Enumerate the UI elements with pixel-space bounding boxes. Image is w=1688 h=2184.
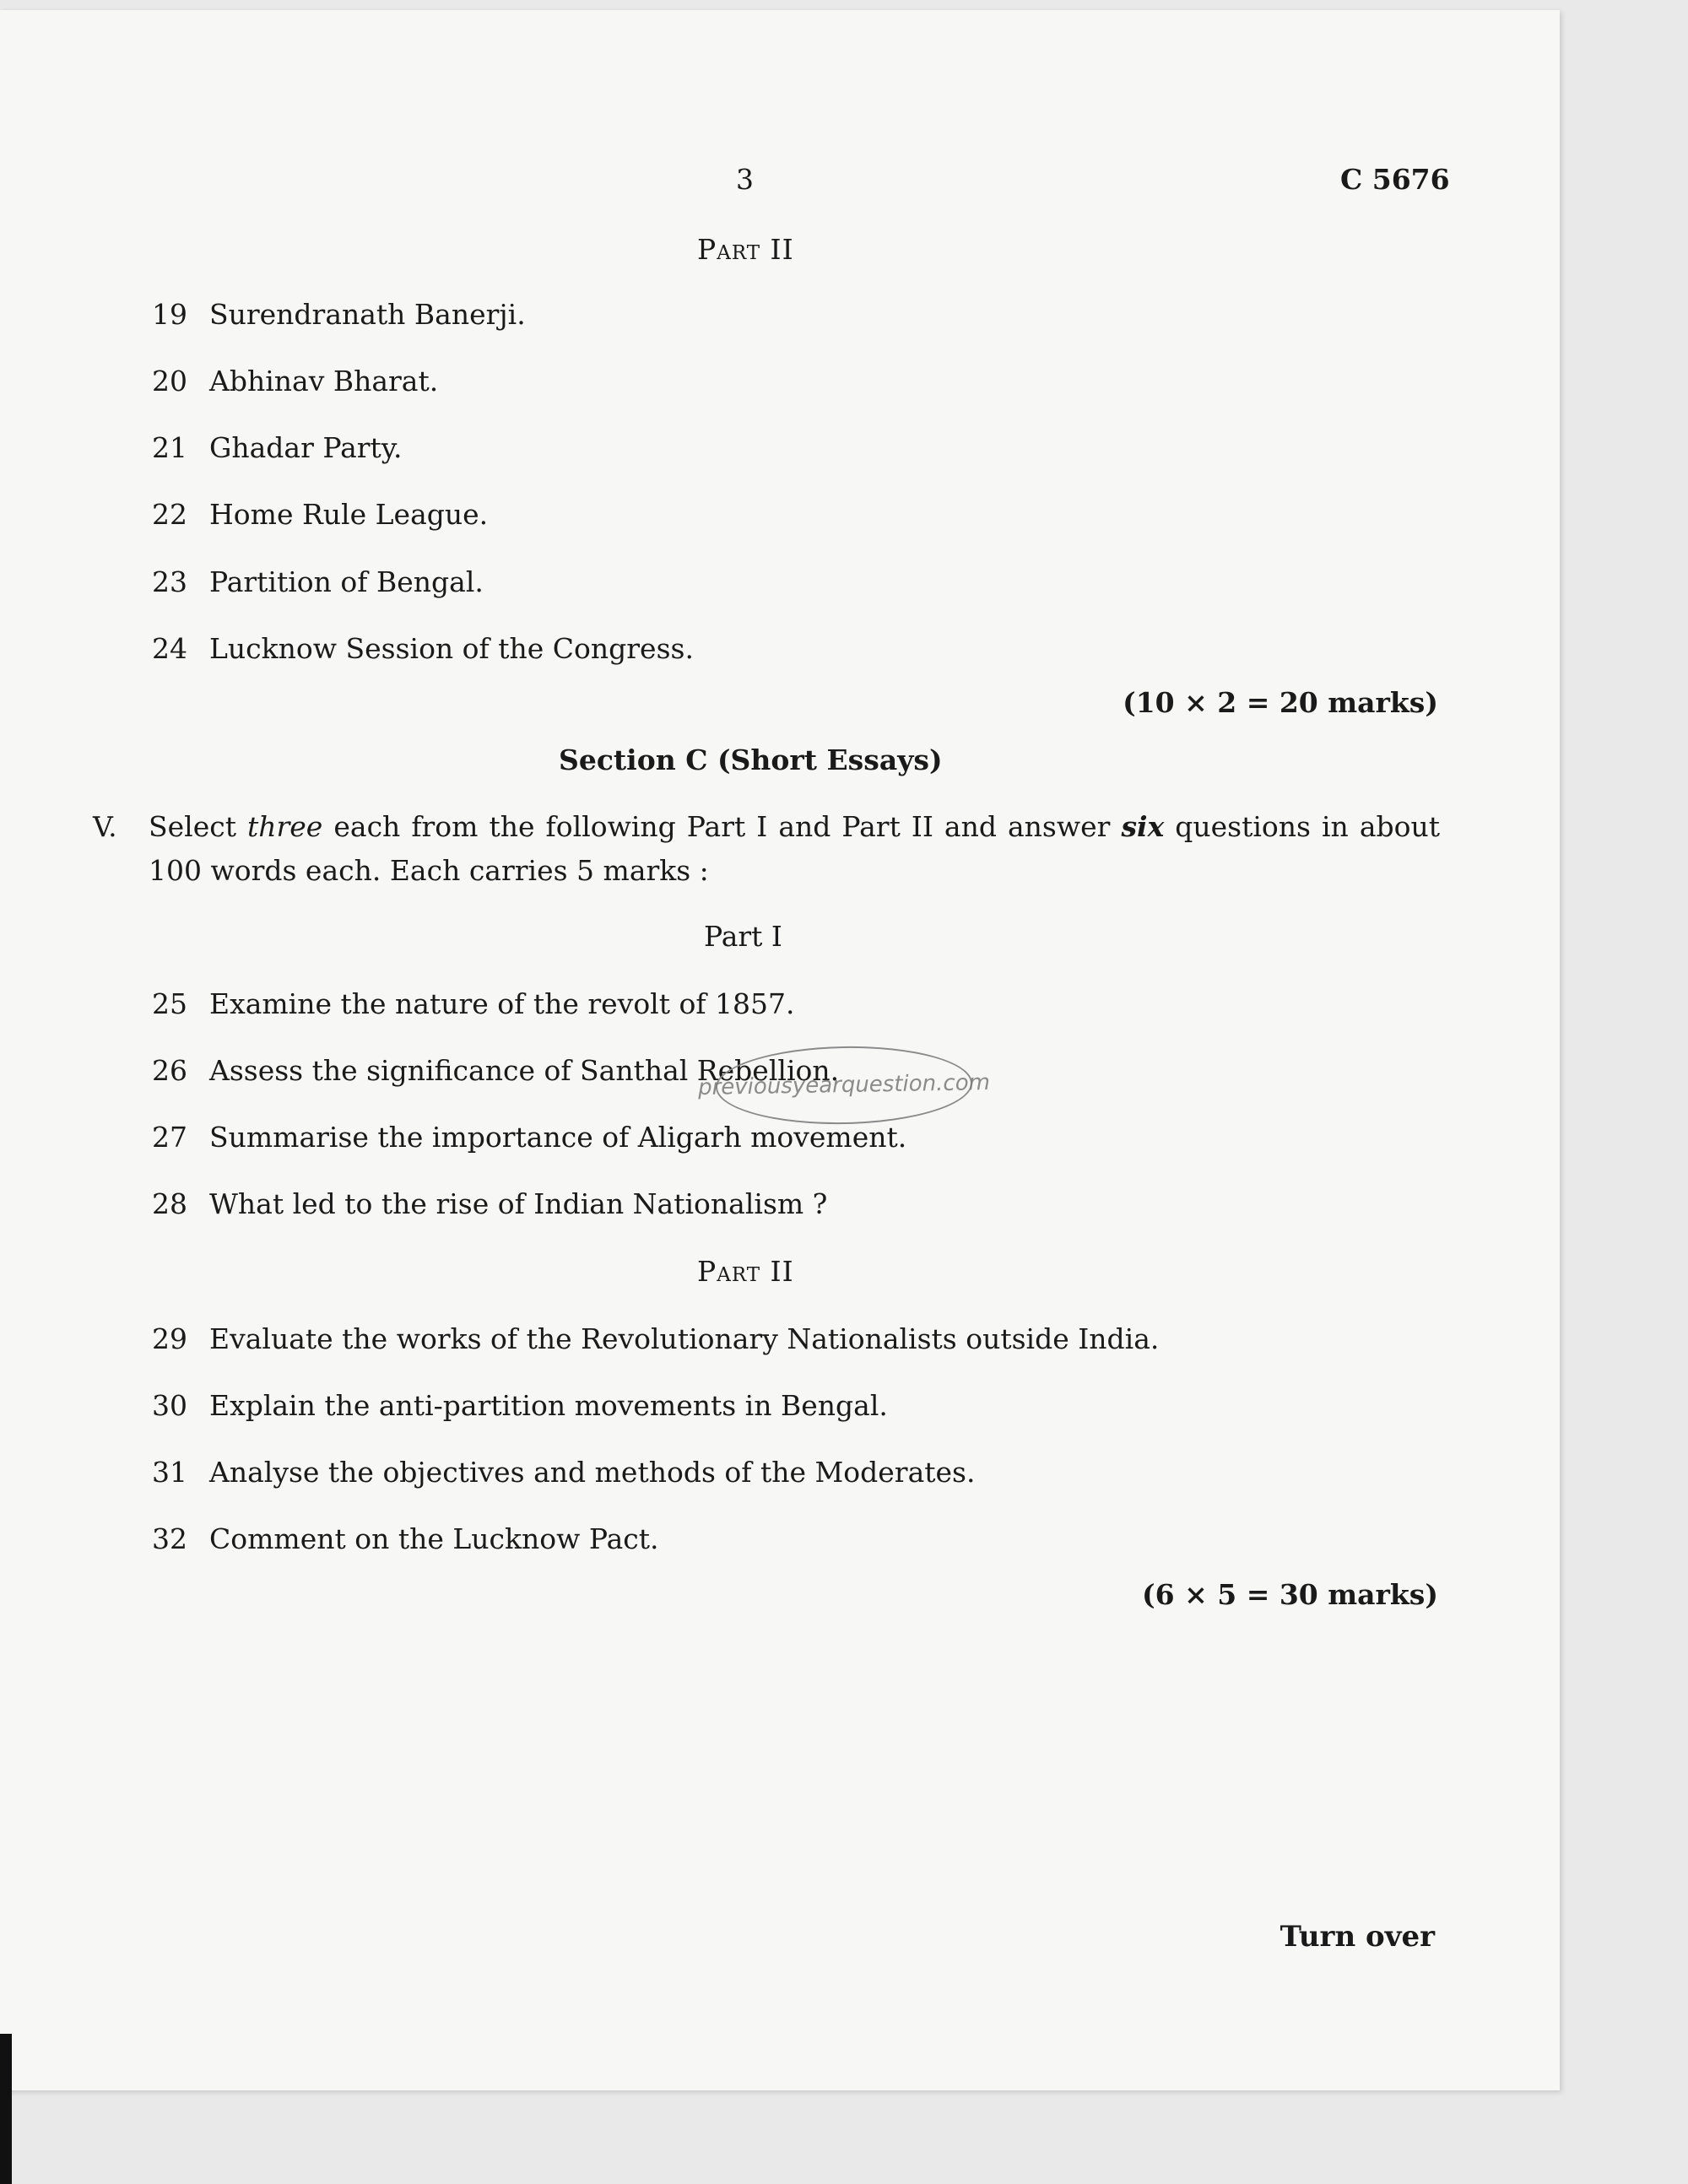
part-2-heading-top: Part II [697,233,794,266]
question-text: Lucknow Session of the Congress. [209,632,694,665]
question-number: 27 [152,1121,187,1154]
question-text: Explain the anti-partition movements in Bengal. [209,1389,888,1422]
question-text: Examine the nature of the revolt of 1857. [209,987,795,1020]
instruction-emphasis-three: three [246,810,323,843]
question-text: Assess the significance of Santhal Rebellion. [209,1054,840,1087]
question-number: 25 [152,987,187,1020]
marks-section-c: (6 × 5 = 30 marks) [1142,1578,1438,1611]
question-number: 29 [152,1322,187,1355]
question-text: Evaluate the works of the Revolutionary Nationalists outside India. [209,1322,1160,1355]
page-number: 3 [736,163,754,196]
question-number: 22 [152,498,187,531]
question-number: 32 [152,1522,187,1555]
instruction-emphasis-six: six [1121,810,1165,843]
instruction-text: each from the following Part I and Part II and answer [322,810,1122,843]
question-number: 19 [152,298,187,331]
question-number: 24 [152,632,187,665]
question-text: Partition of Bengal. [209,565,484,598]
section-c-title: Section C (Short Essays) [559,743,943,776]
watermark-stamp: previousyearquestion.com [715,1044,973,1126]
question-text: Summarise the importance of Aligarh movement. [209,1121,907,1154]
question-text: Abhinav Bharat. [209,365,439,397]
marks-part-b: (10 × 2 = 20 marks) [1123,686,1438,719]
question-text: Comment on the Lucknow Pact. [209,1522,659,1555]
question-number: 20 [152,365,187,397]
question-number: 26 [152,1054,187,1087]
instruction-text: questions in about 100 words each. Each carries 5 marks : [149,810,1441,887]
question-text: Surendranath Banerji. [209,298,526,331]
question-text: What led to the rise of Indian Nationalism ? [209,1187,828,1220]
question-number: 30 [152,1389,187,1422]
question-number: 23 [152,565,187,598]
part-1-heading: Part I [704,920,782,953]
section-c-instruction [149,805,1440,893]
turn-over-label: Turn over [1280,1920,1435,1954]
part-2-heading: Part II [697,1255,794,1288]
paper-code: C 5676 [1340,163,1450,196]
question-text: Analyse the objectives and methods of the Moderates. [209,1456,976,1489]
scan-binding-edge [0,2034,12,2184]
question-number: 28 [152,1187,187,1220]
section-roman-numeral: V. [93,810,117,843]
question-text: Home Rule League. [209,498,489,531]
question-text: Ghadar Party. [209,431,403,464]
question-number: 31 [152,1456,187,1489]
question-number: 21 [152,431,187,464]
instruction-text: Select [149,810,247,843]
